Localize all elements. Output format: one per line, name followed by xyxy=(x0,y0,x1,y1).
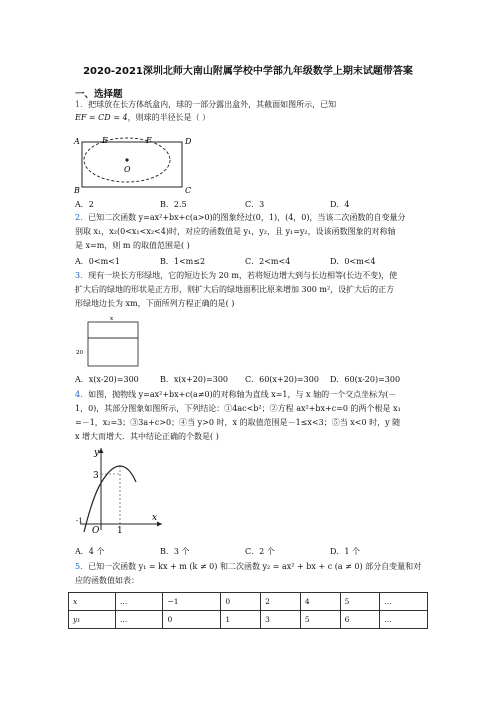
q4-graph xyxy=(76,444,168,534)
q3-option-a[interactable]: A．x(x-20)=300 xyxy=(75,375,139,384)
q4-line-1 xyxy=(75,389,396,400)
table-cell: 0 xyxy=(221,593,261,611)
q1-box xyxy=(82,142,182,187)
q4-x-arrow xyxy=(157,522,162,527)
section-heading: 一、选择题 xyxy=(75,89,123,100)
table-cell: … xyxy=(380,611,428,629)
q4-number: 4． xyxy=(75,390,89,399)
q4-label-1: 1 xyxy=(117,526,123,534)
q3-figure xyxy=(74,314,140,368)
table-cell: y₁ xyxy=(69,611,116,629)
q2-line-2: 别取 x₁，x₂(0<x₁<x₂<4)时，对应的函数值是 y₁，y₂，且 y₁=y₂，设该函数图象的对称轴 xyxy=(75,227,396,236)
q3-option-b[interactable]: B．x(x+20)=300 xyxy=(160,375,228,384)
q3-label-x: x xyxy=(110,316,114,322)
table-cell: 6 xyxy=(340,611,380,629)
q5-line-2: 应的函数值如表： xyxy=(75,576,139,585)
q4-line-4: x 增大而增大．其中结论正确的个数是( ) xyxy=(75,432,219,441)
q5-stem-1: 已知一次函数 y₁ = kx + m (k ≠ 0) 和二次函数 y₂ = ax² + bx + c (a ≠ 0) 部分自变量和对 xyxy=(88,562,422,571)
q3-stem-1: 现有一块长方形绿地，它的短边长为 20 m，若将短边增大到与长边相等(长边不变)，使 xyxy=(88,271,398,280)
q1-center-dot xyxy=(125,158,128,161)
q3-number: 3． xyxy=(75,271,89,280)
q4-line-3: =－1，x₂=3；③3a+c>0；④当 y>0 时，x 的取值范围是－1≤x<3；⑤当 x<0 时，y 随 xyxy=(75,418,401,427)
q2-line-1 xyxy=(75,212,406,223)
q1-stem: 把球放在长方体纸盒内，球的一部分露出盒外，其截面如图所示，已知 xyxy=(88,100,337,109)
q4-option-c[interactable]: C．2 个 xyxy=(245,547,275,556)
table-cell: 2 xyxy=(261,593,301,611)
q1-text xyxy=(75,99,336,110)
table-cell: −1 xyxy=(163,593,221,611)
q2-options xyxy=(75,256,415,267)
q1-text-2 xyxy=(75,112,210,123)
q4-stem-1: 如图，抛物线 y=ax²+bx+c(a≠0)的对称轴为直线 x=1，与 x 轴的一个交点坐标为(－ xyxy=(88,390,397,399)
q2-option-b[interactable]: B．1<m≤2 xyxy=(160,257,206,266)
q4-parabola xyxy=(84,466,136,532)
q1-figure xyxy=(72,132,192,194)
q3-square xyxy=(88,322,138,366)
q4-label-neg1: -1 xyxy=(76,517,83,525)
q1-number: 1． xyxy=(75,100,89,109)
q5-line-1 xyxy=(75,561,421,572)
table-cell: 0 xyxy=(163,611,221,629)
q5-value-table xyxy=(68,592,428,629)
q2-line-3: 是 x=m，则 m 的取值范围是( ) xyxy=(75,241,190,250)
table-row xyxy=(69,611,428,629)
q1-label-a: A xyxy=(74,137,80,146)
q1-option-a[interactable]: A．2 xyxy=(75,200,94,209)
q3-option-c[interactable]: C．60(x+20)=300 xyxy=(245,375,319,384)
table-cell: … xyxy=(380,593,428,611)
q1-options xyxy=(75,199,415,210)
table-cell: 4 xyxy=(300,593,340,611)
q3-line-1 xyxy=(75,270,397,281)
q1-option-d[interactable]: D．4 xyxy=(330,200,350,209)
q4-label-x: x xyxy=(152,513,158,523)
q1-label-e: E xyxy=(102,136,108,145)
q3-label-20: 20 xyxy=(76,350,83,356)
q3-line-2: 扩大后的绿地的形状是正方形，则扩大后的绿地面积比原来增加 300 m²，设扩大后的正方 xyxy=(75,285,395,294)
q4-options xyxy=(75,546,415,557)
q2-option-c[interactable]: C．2<m<4 xyxy=(245,257,291,266)
table-cell: 1 xyxy=(221,611,261,629)
table-cell: … xyxy=(115,593,163,611)
table-cell: x xyxy=(69,593,116,611)
q2-stem-1: 已知二次函数 y=ax²+bx+c(a>0)的图象经过(0，1)，(4，0)，当该二次函数的自变量分 xyxy=(88,213,406,222)
q4-line-2: 1，0)，其部分图象如图所示，下列结论：①4ac<b²；②方程 ax²+bx+c=0 的两个根是 x₁ xyxy=(75,404,401,413)
table-cell: 5 xyxy=(300,611,340,629)
q4-y-arrow xyxy=(99,448,104,453)
q4-label-o: O xyxy=(92,526,100,534)
q2-option-a[interactable]: A．0<m<1 xyxy=(75,257,120,266)
q1-formula: EF = CD = 4 xyxy=(75,113,128,122)
table-cell: … xyxy=(115,611,163,629)
q4-option-b[interactable]: B．3 个 xyxy=(160,547,190,556)
q1-label-c: C xyxy=(185,186,192,194)
q2-number: 2． xyxy=(75,213,89,222)
q1-label-f: F xyxy=(146,136,152,145)
q1-label-d: D xyxy=(185,137,192,146)
q3-option-d[interactable]: D．60(x-20)=300 xyxy=(330,375,401,384)
q2-option-d[interactable]: D．0<m<4 xyxy=(330,257,376,266)
q1-option-c[interactable]: C．3 xyxy=(245,200,265,209)
q1-label-b: B xyxy=(74,186,80,194)
q4-option-d[interactable]: D．1 个 xyxy=(330,547,361,556)
q1-label-o: O xyxy=(124,165,131,174)
table-row xyxy=(69,593,428,611)
document-title: 2020-2021深圳北师大南山附属学校中学部九年级数学上期末试题带答案 xyxy=(83,66,413,77)
table-cell: 3 xyxy=(261,611,301,629)
q4-label-3: 3 xyxy=(93,471,99,481)
q3-line-3: 形绿地边长为 xm，下面所列方程正确的是( ) xyxy=(75,299,235,308)
q4-option-a[interactable]: A．4 个 xyxy=(75,547,105,556)
q1-stem-2: ，则球的半径长是（ ） xyxy=(127,113,211,122)
q5-number: 5． xyxy=(75,562,89,571)
q1-option-b[interactable]: B．2.5 xyxy=(160,200,187,209)
table-cell: 5 xyxy=(340,593,380,611)
q4-label-y: y xyxy=(94,448,100,458)
q3-options xyxy=(75,374,415,385)
